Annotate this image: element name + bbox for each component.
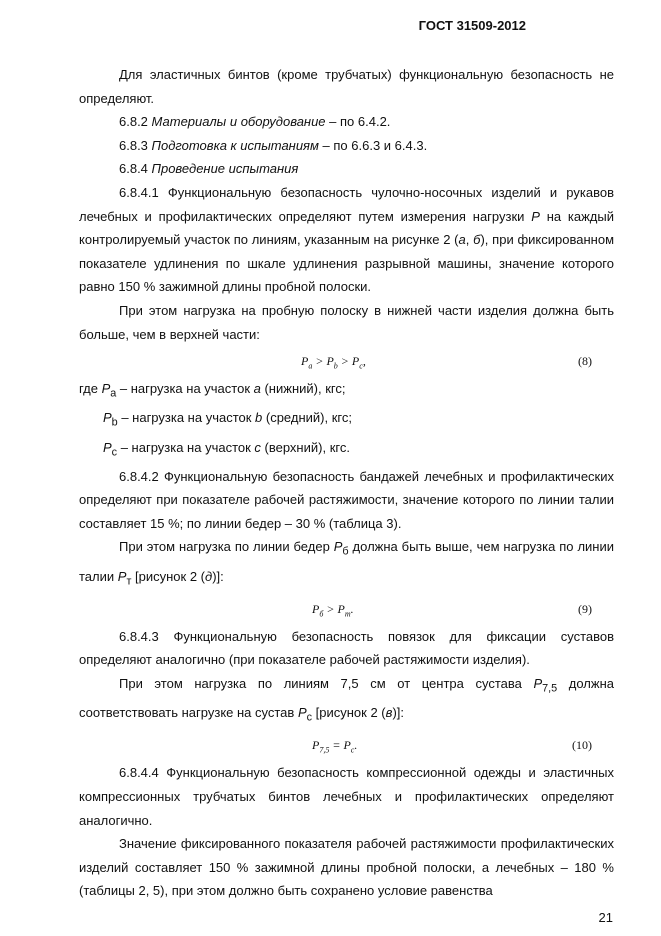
section-6-8-4 <box>79 157 614 181</box>
section-6-8-4-4: 6.8.4.4 Функциональную безопасность компрессионной одежды и эластичных компрессионных трубчатых бинтов лечебных и профилактических определяют аналогично. <box>79 765 614 828</box>
paragraph-last: Значение фиксированного показателя рабочей растяжимости профилактических изделий составляет 150 % зажимной длины пробной полоски, а лечебных – 180 % (таблицы 2, 5), при этом должно быть сохранено условие равенства <box>79 836 614 899</box>
section-6-8-2 <box>79 110 614 134</box>
page-number: 21 <box>598 910 613 925</box>
text-run: 6.8.4.1 Функциональную безопасность чулочно-носочных изделий и рукавов лечебных и профилактических определяют путем измерения нагрузки <box>79 184 614 224</box>
body-text <box>79 63 614 903</box>
text-run: , <box>465 232 474 248</box>
where-b: $P_b$ – нагрузка на участок b (средний), кгс; <box>103 410 352 429</box>
figure-ref: а <box>458 232 466 248</box>
section-title: Проведение испытания <box>151 161 299 177</box>
paragraph-bandages: Для эластичных бинтов (кроме трубчатых) функциональную безопасность не определяют. <box>79 67 614 106</box>
section-6-8-4-1 <box>79 181 614 299</box>
section-6-8-4-3: 6.8.4.3 Функциональную безопасность повязок для фиксации суставов определяют аналогично (при показателе рабочей растяжимости изделия). <box>79 628 614 668</box>
paragraph-joint: При этом нагрузка по линиям 7,5 см от центра сустава $P_{7,5}$ должна соответствовать нагрузке на сустав $P_с$ [рисунок 2 (в)]: <box>79 676 615 724</box>
formula-expression: $P_б > P_т$. <box>312 601 354 619</box>
section-6-8-3 <box>79 134 614 158</box>
formula-8 <box>79 346 614 377</box>
paragraph-load: При этом нагрузка на пробную полоску в нижней части изделия должна быть больше, чем в верхней части: <box>79 302 614 342</box>
section-number: 6.8.4 <box>119 161 148 177</box>
text-run: на каждый контролируемый участок по линиям, указанным на рисунке 2 ( <box>79 208 614 248</box>
formula-expression: $P_{7,5} = P_с$. <box>312 738 358 755</box>
symbol-p: P <box>531 208 540 224</box>
formula-number: (8) <box>578 354 592 369</box>
section-title: Подготовка к испытаниям <box>151 137 319 153</box>
formula-10 <box>79 730 614 761</box>
section-number: 6.8.3 <box>119 137 148 153</box>
section-ref: – по 6.6.3 и 6.4.3. <box>318 137 428 153</box>
formula-number: (10) <box>572 738 592 753</box>
formula-number: (9) <box>578 601 592 616</box>
where-c: $P_c$ – нагрузка на участок c (верхний), кгс. <box>103 439 350 459</box>
figure-ref: б <box>473 232 481 248</box>
formula-9 <box>79 594 614 625</box>
standard-header: ГОСТ 31509-2012 <box>418 18 526 33</box>
text-run: ), при фиксированном показателе удлинения по шкале удлинения разрывной машины, значение которого равно 150 % зажимной длины пробной полоски. <box>79 232 615 295</box>
section-number: 6.8.2 <box>119 114 148 130</box>
paragraph-hips: При этом нагрузка по линии бедер $P_б$ должна быть выше, чем нагрузка по линии талии $P_т$ [рисунок 2 (д)]: <box>79 539 615 588</box>
section-title: Материалы и оборудование <box>151 114 326 130</box>
where-a: где $P_a$ – нагрузка на участок a (нижний), кгс; <box>79 381 346 400</box>
formula-expression: $P_a > P_b > P_c$, <box>301 354 366 371</box>
section-ref: – по 6.4.2. <box>325 114 391 130</box>
section-6-8-4-2: 6.8.4.2 Функциональную безопасность бандажей лечебных и профилактических определяют при показателе рабочей растяжимости, значение которого по линии талии составляет 15 %; по линии бедер – 30 % (таблица 3). <box>79 468 614 531</box>
